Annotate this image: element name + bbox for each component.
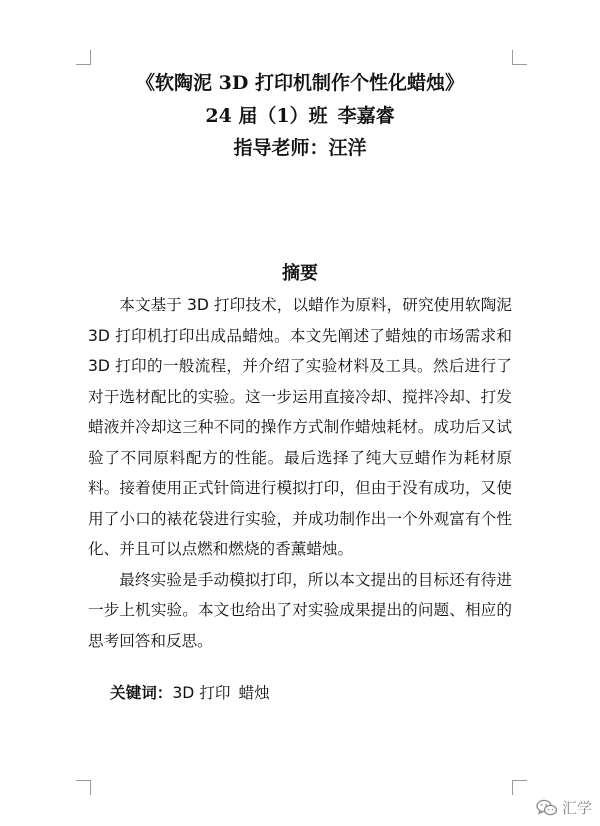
abstract-paragraph: 最终实验是手动模拟打印，所以本文提出的目标还有待进一步上机实验。本文也给出了对实验成果提出的问题、相应的思考回答和反思。 bbox=[88, 570, 512, 650]
abstract-heading: 摘要 bbox=[282, 263, 318, 284]
abstract-paragraph: 本文基于 3D 打印技术，以蜡作为原料，研究使用软陶泥 3D 打印机打印出成品蜡烛。本文先阐述了蜡烛的市场需求和 3D 打印的一般流程，并介绍了实验材料及工具。然后进行了对于选材配比的实验。这一步运用直接冷却、搅拌冷却、打发蜡液并冷却这三种不同的操作方式制作蜡烛耗材。成功后又试验了不同原料配方的性能。最后选择了纯大豆蜡作为耗材原料。接着使用正式针筒进行模拟打印，但由于没有成功，又使用了小口的裱花袋进行实验，并成功制作出一个外观富有个性化、并且可以点燃和燃烧的香薰蜡烛。 bbox=[88, 296, 512, 558]
keywords-line bbox=[110, 681, 270, 705]
watermark bbox=[536, 797, 592, 818]
student-line bbox=[88, 103, 512, 129]
crop-mark-top-right bbox=[512, 50, 527, 65]
document-title: 《软陶泥 3D 打印机制作个性化蜡烛》 bbox=[136, 72, 464, 94]
student-name: 李嘉睿 bbox=[337, 105, 395, 127]
watermark-text: 汇学 bbox=[561, 799, 592, 817]
advisor-line: 指导老师：汪洋 bbox=[233, 137, 367, 159]
crop-mark-top-left bbox=[76, 50, 91, 65]
keywords-label: 关键词： bbox=[110, 684, 173, 702]
keyword-item: 3D 打印 bbox=[172, 684, 231, 702]
crop-mark-bottom-right bbox=[512, 780, 527, 795]
abstract-body bbox=[88, 290, 512, 656]
crop-mark-bottom-left bbox=[76, 780, 91, 795]
wechat-icon bbox=[536, 799, 558, 817]
keyword-item: 蜡烛 bbox=[238, 684, 270, 702]
class-name: 24 届（1）班 bbox=[205, 105, 328, 127]
